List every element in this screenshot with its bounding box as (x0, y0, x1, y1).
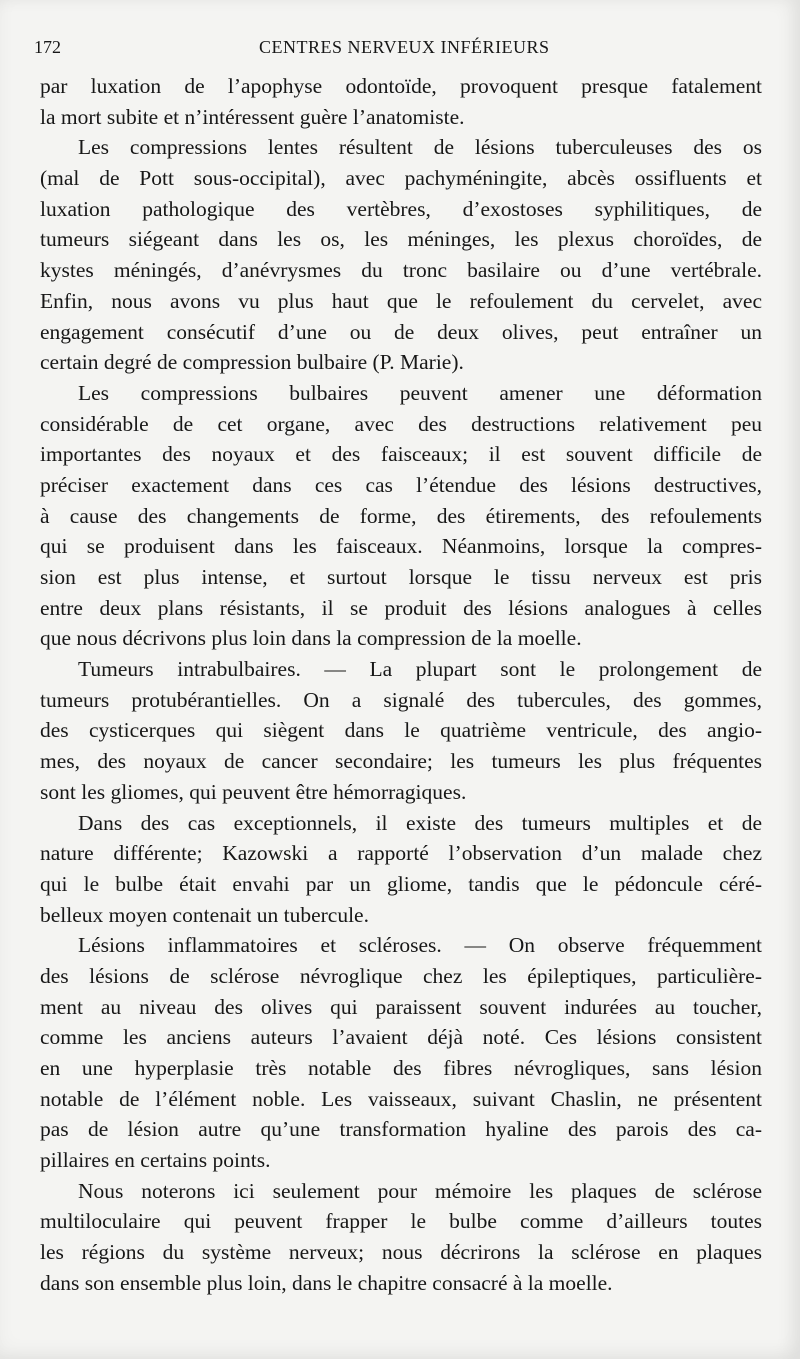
page-header (34, 34, 774, 60)
text-line: (mal de Pott sous-occipital), avec pachyméningite, abcès ossifluents et (40, 166, 762, 191)
body-text (40, 71, 762, 1299)
text-line: kystes méningés, d’anévrysmes du tronc basilaire ou d’une vertébrale. (40, 258, 762, 283)
page-number: 172 (34, 37, 61, 57)
text-line: en une hyperplasie très notable des fibres névrogliques, sans lésion (40, 1056, 762, 1080)
text-line: comme les anciens auteurs l’avaient déjà noté. Ces lésions consistent (40, 1025, 762, 1050)
text-line: préciser exactement dans ces cas l’étendue des lésions destructives, (40, 472, 762, 497)
text-line: la mort subite et n’intéressent guère l’anatomiste. (40, 104, 465, 129)
text-line: que nous décrivons plus loin dans la compression de la moelle. (40, 626, 582, 651)
text-line: considérable de cet organe, avec des destructions relativement peu (40, 411, 762, 436)
text-line: importantes des noyaux et des faisceaux; il est souvent difficile de (40, 442, 762, 467)
text-line: luxation pathologique des vertèbres, d’exostoses syphilitiques, de (40, 196, 762, 221)
running-head: CENTRES NERVEUX INFÉRIEURS (259, 37, 550, 57)
text-line: Les compressions lentes résultent de lésions tuberculeuses des os (78, 135, 762, 160)
text-line: Tumeurs intrabulbaires. — La plupart sont le prolongement de (78, 657, 762, 682)
text-line: sont les gliomes, qui peuvent être hémorragiques. (40, 779, 467, 804)
text-line: les régions du système nerveux; nous décrirons la sclérose en plaques (40, 1240, 762, 1265)
text-line: tumeurs siégeant dans les os, les méninges, les plexus choroïdes, de (40, 227, 762, 252)
text-line: entre deux plans résistants, il se produit des lésions analogues à celles (40, 595, 762, 620)
text-line: Dans des cas exceptionnels, il existe des tumeurs multiples et de (78, 810, 762, 835)
text-line: engagement consécutif d’une ou de deux olives, peut entraîner un (40, 319, 762, 344)
text-line: belleux moyen contenait un tubercule. (40, 902, 369, 927)
text-line: qui se produisent dans les faisceaux. Néanmoins, lorsque la compres- (40, 534, 762, 559)
text-line: notable de l’élément noble. Les vaisseaux, suivant Chaslin, ne présentent (40, 1086, 762, 1111)
text-line: des lésions de sclérose névroglique chez les épileptiques, particulière- (40, 963, 762, 988)
text-line: des cysticerques qui siègent dans le quatrième ventricule, des angio- (40, 718, 762, 743)
text-line: Enfin, nous avons vu plus haut que le refoulement du cervelet, avec (40, 288, 762, 313)
text-line: qui le bulbe était envahi par un gliome, tandis que le pédoncule céré- (40, 871, 762, 896)
text-line: multiloculaire qui peuvent frapper le bulbe comme d’ailleurs toutes (40, 1209, 762, 1234)
text-line: sion est plus intense, et surtout lorsque le tissu nerveux est pris (40, 565, 762, 589)
text-line: pillaires en certains points. (40, 1148, 271, 1173)
text-line: mes, des noyaux de cancer secondaire; les tumeurs les plus fréquentes (40, 749, 762, 774)
text-line: tumeurs protubérantielles. On a signalé des tubercules, des gommes, (40, 687, 762, 712)
text-line: ment au niveau des olives qui paraissent souvent indurées au toucher, (40, 994, 762, 1019)
text-line: à cause des changements de forme, des étirements, des refoulements (40, 503, 762, 528)
text-line: Les compressions bulbaires peuvent amener une déformation (78, 380, 762, 405)
text-line: Lésions inflammatoires et scléroses. — On observe fréquemment (78, 933, 762, 958)
text-line: pas de lésion autre qu’une transformation hyaline des parois des ca- (40, 1117, 762, 1142)
text-line: nature différente; Kazowski a rapporté l’observation d’un malade chez (40, 841, 762, 866)
text-line: dans son ensemble plus loin, dans le chapitre consacré à la moelle. (40, 1270, 613, 1295)
text-line: Nous noterons ici seulement pour mémoire les plaques de sclérose (78, 1178, 762, 1203)
text-line: par luxation de l’apophyse odontoïde, provoquent presque fatalement (40, 74, 762, 98)
text-line: certain degré de compression bulbaire (P. Marie). (40, 350, 464, 375)
